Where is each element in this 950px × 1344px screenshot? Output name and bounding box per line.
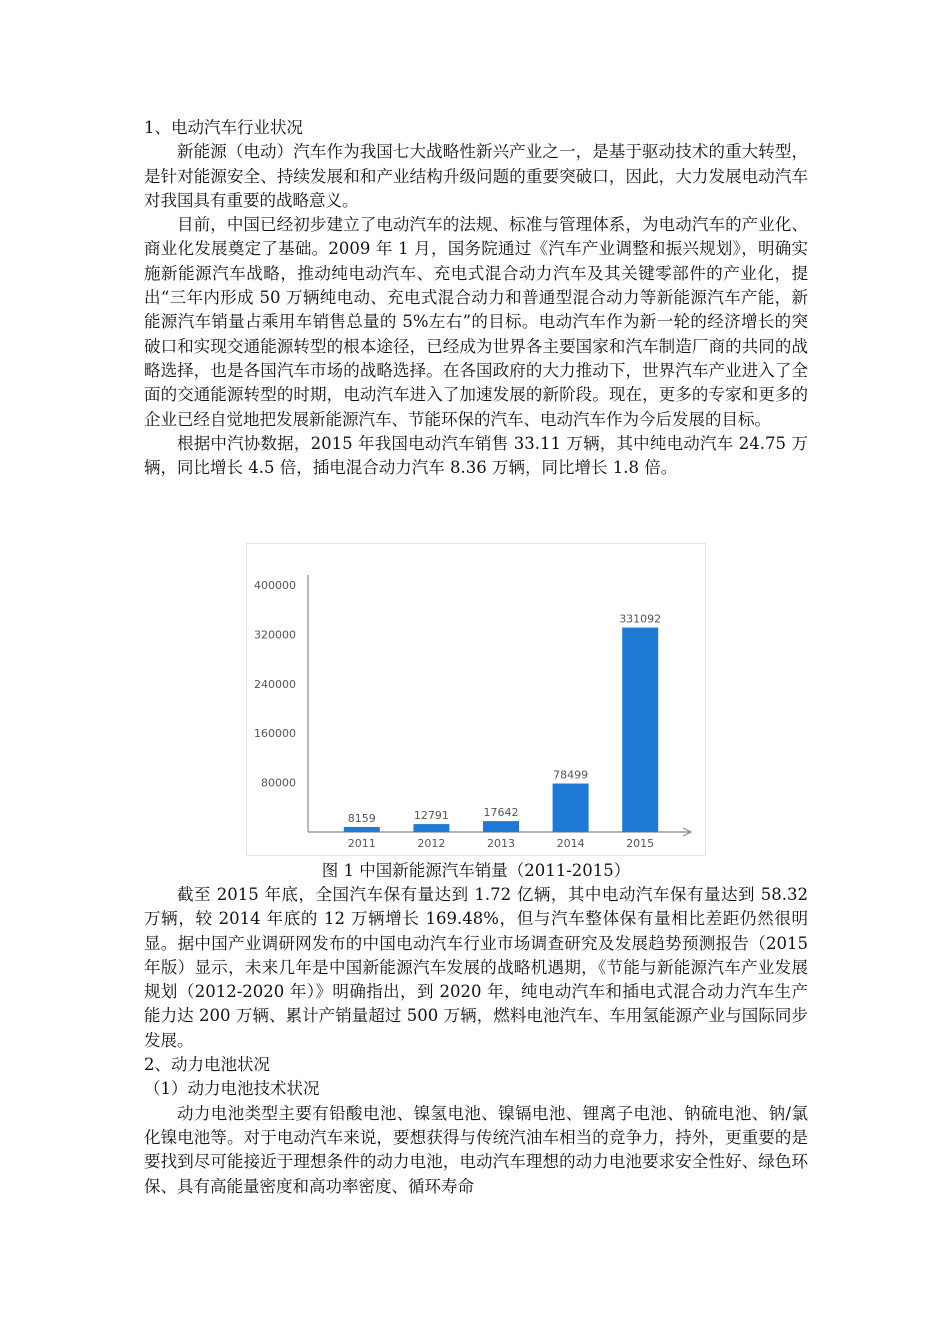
paragraph-4: 截至 2015 年底，全国汽车保有量达到 1.72 亿辆，其中电动汽车保有量达到 58.32 万辆，较 2014 年底的 12 万辆增长 169.48%，但与汽车整体保有量相比差距仍然很明显。据中国产业调研网发布的中国电动汽车行业市场调查研究及发展趋势预测报告（2015 年版）显示，未来几年是中国新能源汽车发展的战略机遇期，《节能与新能源汽车产业发展规划（2012-2020 年）》明确指出，到 2020 年，纯电动汽车和插电式混合动力汽车生产能力达 200 万辆、累计产销量超过 500 万辆，燃料电池汽车、车用氢能源产业与国际同步发展。 <box>144 885 808 1050</box>
bar-2013 <box>483 821 519 832</box>
x-tick-label-2015: 2015 <box>626 837 655 850</box>
sales-bar-chart-figure <box>246 543 706 856</box>
bar-2012 <box>413 824 449 832</box>
data-label-2011: 8159 <box>347 811 376 825</box>
y-tick-label: 240000 <box>254 677 296 691</box>
section-2-subheading: （1）动力电池技术状况 <box>144 1079 320 1099</box>
paragraph-3: 根据中汽协数据，2015 年我国电动汽车销售 33.11 万辆，其中纯电动汽车 24.75 万辆，同比增长 4.5 倍，插电混合动力汽车 8.36 万辆，同比增长 1.8 倍。 <box>144 433 808 478</box>
paragraph-1: 新能源（电动）汽车作为我国七大战略性新兴产业之一，是基于驱动技术的重大转型，是针对能源安全、持续发展和和产业结构升级问题的重要突破口，因此，大力发展电动汽车对我国具有重要的战略意义。 <box>144 142 808 210</box>
y-tick-label: 160000 <box>254 727 296 741</box>
data-label-2012: 12791 <box>413 809 449 823</box>
y-tick-label: 80000 <box>261 776 296 790</box>
sales-bar-chart <box>247 544 705 855</box>
x-tick-label-2011: 2011 <box>347 837 376 850</box>
data-label-2015: 331092 <box>619 612 662 626</box>
section-1-continued <box>144 883 808 1199</box>
x-tick-label-2013: 2013 <box>487 837 515 850</box>
x-tick-label-2014: 2014 <box>556 837 585 850</box>
y-tick-label: 400000 <box>254 579 296 592</box>
section-1-heading: 1、电动汽车行业状况 <box>144 118 303 137</box>
data-label-2014: 78499 <box>553 768 589 782</box>
data-label-2013: 17642 <box>483 806 519 820</box>
x-tick-label-2012: 2012 <box>417 837 446 850</box>
section-2-heading: 2、动力电池状况 <box>144 1055 270 1075</box>
paragraph-5: 动力电池类型主要有铅酸电池、镍氢电池、镍镉电池、锂离子电池、钠硫电池、钠/氯化镍电池等。对于电动汽车来说，要想获得与传统汽油车相当的竞争力，持外，更重要的是要找到尽可能接近于理想条件的动力电池，电动汽车理想的动力电池要求安全性好、绿色环保、具有高能量密度和高功率密度、循环寿命 <box>144 1103 808 1196</box>
bar-2011 <box>344 827 380 832</box>
bar-2015 <box>622 628 658 832</box>
paragraph-2: 目前，中国已经初步建立了电动汽车的法规、标准与管理体系，为电动汽车的产业化、商业化发展奠定了基础。2009 年 1 月，国务院通过《汽车产业调整和振兴规划》，明确实施新能源汽车战略，推动纯电动汽车、充电式混合动力汽车及其关键零部件的产业化，提出“三年内形成 50 万辆纯电动、充电式混合动力和普通型混合动力等新能源汽车产能，新能源汽车销量占乘用车销售总量的 5%左右”的目标。电动汽车作为新一轮的经济增长的突破口和实现交通能源转型的根本途径，已经成为世界各主要国家和汽车制造厂商的共同的战略选择，也是各国汽车市场的战略选择。在各国政府的大力推动下，世界汽车产业进入了全面的交通能源转型的时期，电动汽车进入了加速发展的新阶段。现在，更多的专家和更多的企业已经自觉地把发展新能源汽车、节能环保的汽车、电动汽车作为今后发展的目标。 <box>144 215 808 429</box>
section-1 <box>144 116 808 480</box>
y-tick-label: 320000 <box>254 628 296 642</box>
bar-2014 <box>553 784 589 832</box>
figure-caption: 图 1 中国新能源汽车销量（2011-2015） <box>321 861 631 880</box>
